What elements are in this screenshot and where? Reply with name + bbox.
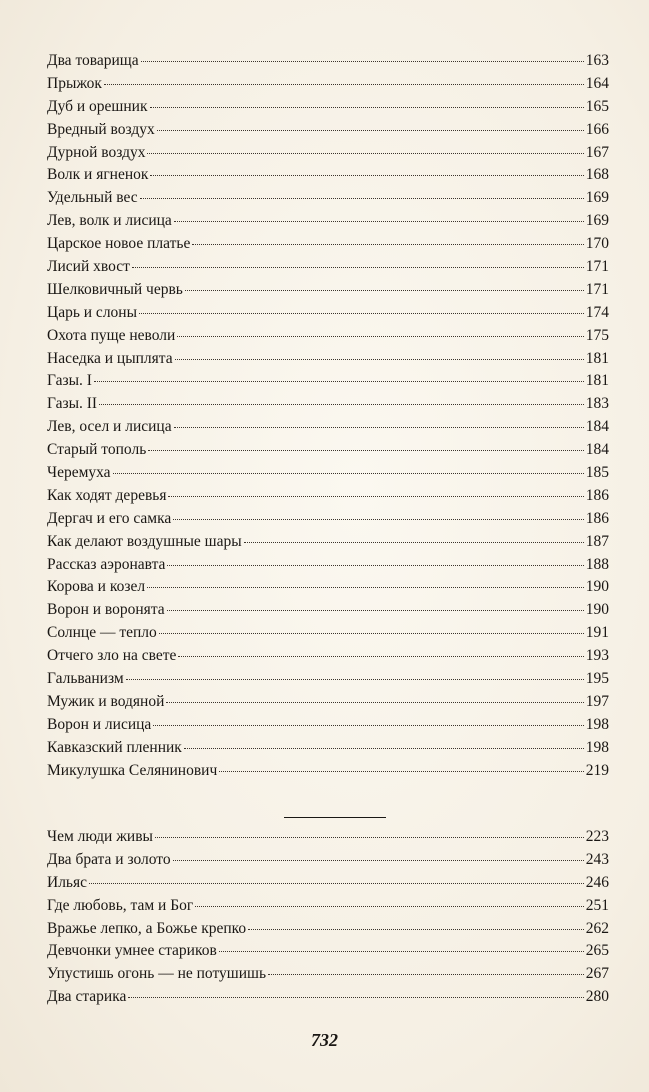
toc-entry-title: Ворон и воронята <box>47 601 165 619</box>
toc-entry-title: Удельный вес <box>47 189 138 207</box>
toc-entry <box>47 986 609 1009</box>
dot-leader <box>219 771 584 772</box>
toc-entry-title: Вредный воздух <box>47 120 155 138</box>
toc-entry-title: Царское новое платье <box>47 235 191 253</box>
toc-entry-page-number: 186 <box>585 486 609 504</box>
toc-entry-title: Царь и слоны <box>47 303 138 321</box>
toc-entry <box>47 119 609 142</box>
dot-leader <box>173 519 583 520</box>
toc-entry-page-number: 163 <box>585 52 609 69</box>
toc-entry-title: Газы. I <box>47 372 92 390</box>
toc-entry <box>47 918 609 941</box>
toc-entry-title: Рассказ аэронавта <box>47 555 166 573</box>
dot-leader <box>113 473 584 474</box>
toc-entry <box>47 872 609 895</box>
toc-entry <box>47 508 609 531</box>
toc-entry-page-number: 188 <box>585 555 609 573</box>
toc-entry-page-number: 166 <box>585 120 609 138</box>
toc-entry-page-number: 243 <box>585 850 609 868</box>
toc-entry-page-number: 219 <box>585 761 609 779</box>
dot-leader <box>167 610 584 611</box>
toc-entry <box>47 370 609 393</box>
toc-entry <box>47 963 609 986</box>
dot-leader <box>140 198 584 199</box>
toc-entry-page-number: 185 <box>585 464 609 482</box>
toc-entry <box>47 348 609 371</box>
dot-leader <box>89 883 584 884</box>
dot-leader <box>166 702 583 703</box>
toc-entry-title: Два старика <box>47 988 127 1006</box>
toc-entry <box>47 393 609 416</box>
toc-entry-title: Чем люди живы <box>47 828 153 845</box>
toc-entry-title: Микулушка Селянинович <box>47 761 218 779</box>
toc-entry-page-number: 265 <box>585 942 609 960</box>
toc-entry <box>47 668 609 691</box>
dot-leader <box>244 542 584 543</box>
toc-entry-page-number: 267 <box>585 965 609 983</box>
dot-leader <box>148 450 583 451</box>
toc-entry <box>47 233 609 256</box>
toc-entry <box>47 849 609 872</box>
dot-leader <box>157 130 584 131</box>
toc-entry <box>47 737 609 760</box>
toc-entry <box>47 576 609 599</box>
toc-entry-title: Девчонки умнее стариков <box>47 942 217 960</box>
dot-leader <box>150 107 584 108</box>
toc-entry <box>47 325 609 348</box>
toc-entry-title: Кавказский пленник <box>47 738 182 756</box>
toc-entry-page-number: 198 <box>585 715 609 733</box>
toc-entry-page-number: 198 <box>585 738 609 756</box>
dot-leader <box>94 381 584 382</box>
toc-entry <box>47 96 609 119</box>
toc-entry-title: Прыжок <box>47 74 102 92</box>
toc-entry-page-number: 164 <box>585 74 609 92</box>
page-number: 732 <box>311 1030 338 1050</box>
toc-entry-title: Гальванизм <box>47 670 124 688</box>
dot-leader <box>168 496 583 497</box>
toc-entry-page-number: 169 <box>585 212 609 230</box>
toc-entry-title: Старый тополь <box>47 441 147 459</box>
toc-entry-page-number: 251 <box>585 896 609 914</box>
toc-entry-page-number: 262 <box>585 919 609 937</box>
toc-entry <box>47 50 609 73</box>
toc-entry-title: Лев, волк и лисица <box>47 212 172 230</box>
toc-entry-title: Наседка и цыплята <box>47 349 173 367</box>
toc-entry-title: Два брата и золото <box>47 850 171 868</box>
toc-entry-page-number: 181 <box>585 372 609 390</box>
dot-leader <box>132 267 584 268</box>
toc-entry <box>47 826 609 849</box>
toc-entry <box>47 691 609 714</box>
toc-entry <box>47 622 609 645</box>
toc-entry-page-number: 165 <box>585 97 609 115</box>
dot-leader <box>178 656 583 657</box>
toc-entry <box>47 187 609 210</box>
dot-leader <box>184 748 584 749</box>
toc-entry-title: Ворон и лисица <box>47 715 152 733</box>
toc-entry <box>47 439 609 462</box>
toc-entry <box>47 462 609 485</box>
dot-leader <box>159 633 584 634</box>
toc-entry <box>47 645 609 668</box>
toc-entry <box>47 416 609 439</box>
toc-entry-page-number: 171 <box>585 258 609 276</box>
dot-leader <box>128 997 583 998</box>
toc-entry-page-number: 171 <box>585 280 609 298</box>
toc-entry-title: Как ходят деревья <box>47 486 167 504</box>
table-of-contents-part-2 <box>47 826 609 1009</box>
toc-entry-page-number: 170 <box>585 235 609 253</box>
dot-leader <box>155 837 584 838</box>
dot-leader <box>175 359 584 360</box>
dot-leader <box>174 221 584 222</box>
toc-entry-page-number: 175 <box>585 326 609 344</box>
toc-entry-page-number: 181 <box>585 349 609 367</box>
toc-entry <box>47 895 609 918</box>
dot-leader <box>153 725 583 726</box>
toc-entry-title: Дергач и его самка <box>47 509 172 527</box>
toc-entry <box>47 142 609 165</box>
dot-leader <box>167 565 583 566</box>
dot-leader <box>147 587 584 588</box>
dot-leader <box>195 906 584 907</box>
toc-entry-page-number: 197 <box>585 692 609 710</box>
toc-entry <box>47 279 609 302</box>
toc-entry-page-number: 246 <box>585 873 609 891</box>
toc-entry <box>47 73 609 96</box>
dot-leader <box>147 153 583 154</box>
toc-entry-page-number: 184 <box>585 441 609 459</box>
toc-entry-title: Два товарища <box>47 52 139 69</box>
toc-entry-title: Отчего зло на свете <box>47 647 177 665</box>
dot-leader <box>141 61 584 62</box>
toc-entry-page-number: 174 <box>585 303 609 321</box>
toc-entry <box>47 760 609 783</box>
toc-entry-title: Солнце — тепло <box>47 624 157 642</box>
toc-entry <box>47 940 609 963</box>
toc-entry-page-number: 167 <box>585 143 609 161</box>
dot-leader <box>126 679 584 680</box>
toc-entry-title: Мужик и водяной <box>47 692 165 710</box>
toc-entry-page-number: 195 <box>585 670 609 688</box>
dot-leader <box>150 175 583 176</box>
dot-leader <box>99 404 584 405</box>
table-of-contents-part-1 <box>47 50 609 783</box>
toc-entry-page-number: 183 <box>585 395 609 413</box>
toc-entry-title: Корова и козел <box>47 578 146 596</box>
toc-entry-title: Дурной воздух <box>47 143 146 161</box>
dot-leader <box>177 336 583 337</box>
dot-leader <box>268 974 584 975</box>
dot-leader <box>248 929 584 930</box>
dot-leader <box>219 951 584 952</box>
toc-entry-title: Волк и ягненок <box>47 166 149 184</box>
toc-entry-page-number: 184 <box>585 418 609 436</box>
dot-leader <box>104 84 584 85</box>
toc-entry-title: Лев, осел и лисица <box>47 418 172 436</box>
toc-entry <box>47 554 609 577</box>
toc-entry-page-number: 187 <box>585 532 609 550</box>
toc-entry-title: Ильяс <box>47 873 88 891</box>
toc-entry-title: Газы. II <box>47 395 98 413</box>
toc-entry <box>47 256 609 279</box>
toc-entry-page-number: 193 <box>585 647 609 665</box>
dot-leader <box>173 860 584 861</box>
toc-entry-title: Охота пуще неволи <box>47 326 176 344</box>
toc-entry <box>47 714 609 737</box>
toc-entry-title: Как делают воздушные шары <box>47 532 242 550</box>
toc-entry-page-number: 190 <box>585 578 609 596</box>
toc-entry-title: Где любовь, там и Бог <box>47 896 194 914</box>
toc-entry-title: Вражье лепко, а Божье крепко <box>47 919 247 937</box>
dot-leader <box>185 290 584 291</box>
toc-entry-page-number: 168 <box>585 166 609 184</box>
toc-entry <box>47 302 609 325</box>
toc-entry <box>47 531 609 554</box>
toc-entry-page-number: 190 <box>585 601 609 619</box>
toc-entry-page-number: 169 <box>585 189 609 207</box>
toc-entry-title: Черемуха <box>47 464 111 482</box>
toc-entry-page-number: 191 <box>585 624 609 642</box>
toc-entry <box>47 164 609 187</box>
toc-entry <box>47 210 609 233</box>
toc-entry-title: Упустишь огонь — не потушишь <box>47 965 267 983</box>
dot-leader <box>139 313 584 314</box>
toc-entry-page-number: 280 <box>585 988 609 1006</box>
toc-entry-page-number: 186 <box>585 509 609 527</box>
dot-leader <box>174 427 584 428</box>
dot-leader <box>192 244 583 245</box>
toc-entry-title: Шелковичный червь <box>47 280 183 298</box>
toc-entry <box>47 485 609 508</box>
toc-entry-title: Дуб и орешник <box>47 97 148 115</box>
toc-entry <box>47 599 609 622</box>
section-separator <box>284 817 386 818</box>
toc-entry-title: Лисий хвост <box>47 258 130 276</box>
toc-entry-page-number: 223 <box>585 828 609 845</box>
